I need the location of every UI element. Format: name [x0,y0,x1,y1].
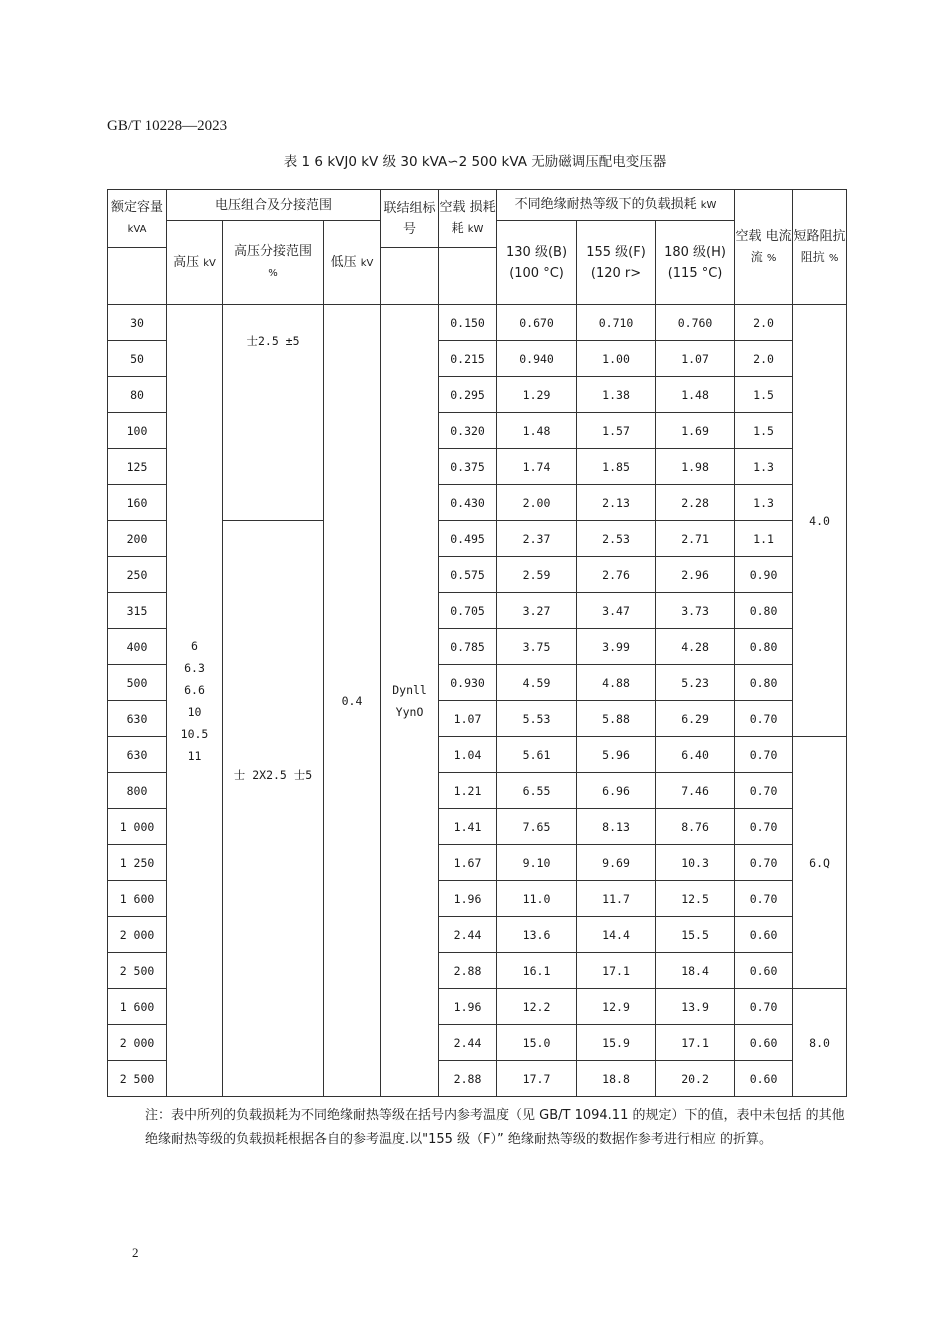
header-load-loss: 不同绝缘耐热等级下的负载损耗 kW [497,190,735,221]
cell-no-load-loss: 1.41 [439,809,497,845]
header-impedance: 短路阻抗 阻抗 % [793,190,847,305]
cell-no-load-loss: 2.44 [439,1025,497,1061]
cell-no-load-current: 2.0 [735,341,793,377]
header-class-h: 180 级(H) (115 °C) [656,221,735,305]
cell-impedance-b: 6.Q [793,737,847,989]
cell-hv-values [167,305,223,1097]
cell-load-loss-b: 5.61 [497,737,577,773]
page-number: 2 [132,1245,139,1260]
cell-capacity: 2 000 [108,917,167,953]
cell-impedance-a: 4.0 [793,305,847,737]
cell-load-loss-b: 16.1 [497,953,577,989]
hv-value: 11 [187,748,202,763]
cell-capacity: 630 [108,737,167,773]
cell-load-loss-f: 3.47 [577,593,656,629]
cell-load-loss-h: 20.2 [656,1061,735,1097]
cell-load-loss-h: 5.23 [656,665,735,701]
cell-no-load-current: 0.80 [735,665,793,701]
cell-capacity: 800 [108,773,167,809]
cell-capacity: 2 500 [108,1061,167,1097]
cell-capacity: 400 [108,629,167,665]
cell-load-loss-f: 12.9 [577,989,656,1025]
cell-capacity: 1 600 [108,989,167,1025]
cell-load-loss-f: 6.96 [577,773,656,809]
cell-capacity: 315 [108,593,167,629]
header-no-load-loss: 空载 损耗 耗 kW [439,190,497,248]
cell-no-load-current: 0.80 [735,629,793,665]
cell-no-load-loss: 1.67 [439,845,497,881]
cell-no-load-loss: 0.495 [439,521,497,557]
cell-no-load-loss: 1.21 [439,773,497,809]
cell-no-load-loss: 2.44 [439,917,497,953]
cell-capacity: 1 000 [108,809,167,845]
cell-load-loss-h: 1.69 [656,413,735,449]
cell-no-load-current: 1.5 [735,377,793,413]
cell-impedance-c: 8.0 [793,989,847,1097]
header-connection: 联结组标号 [381,190,439,248]
cell-no-load-current: 0.70 [735,845,793,881]
cell-no-load-loss: 1.96 [439,989,497,1025]
cell-no-load-loss: 1.07 [439,701,497,737]
cell-load-loss-h: 10.3 [656,845,735,881]
header-rated-capacity: 额定容量 kVA [108,190,167,248]
header-class-b: 130 级(B) (100 °C) [497,221,577,305]
cell-load-loss-b: 17.7 [497,1061,577,1097]
cell-capacity: 200 [108,521,167,557]
cell-capacity: 250 [108,557,167,593]
cell-load-loss-h: 0.760 [656,305,735,341]
cell-no-load-current: 0.60 [735,917,793,953]
cell-no-load-current: 0.70 [735,989,793,1025]
header-connection-spacer [381,248,439,305]
cell-load-loss-h: 18.4 [656,953,735,989]
connection-value: YynO [395,704,424,719]
cell-load-loss-b: 2.37 [497,521,577,557]
cell-load-loss-b: 1.74 [497,449,577,485]
cell-load-loss-h: 15.5 [656,917,735,953]
cell-load-loss-h: 4.28 [656,629,735,665]
cell-no-load-current: 1.3 [735,485,793,521]
cell-load-loss-h: 3.73 [656,593,735,629]
cell-load-loss-f: 1.38 [577,377,656,413]
cell-tap-small: 士2.5 ±5 [223,305,324,521]
cell-no-load-loss: 0.430 [439,485,497,521]
cell-load-loss-b: 3.75 [497,629,577,665]
cell-load-loss-f: 14.4 [577,917,656,953]
cell-load-loss-b: 1.48 [497,413,577,449]
hv-value: 6.3 [184,660,205,675]
cell-load-loss-b: 12.2 [497,989,577,1025]
cell-load-loss-h: 8.76 [656,809,735,845]
hv-value: 6.6 [184,682,205,697]
cell-load-loss-f: 2.13 [577,485,656,521]
cell-no-load-loss: 0.150 [439,305,497,341]
cell-no-load-loss: 0.575 [439,557,497,593]
cell-no-load-loss: 1.96 [439,881,497,917]
cell-load-loss-h: 1.48 [656,377,735,413]
cell-capacity: 2 500 [108,953,167,989]
cell-load-loss-f: 15.9 [577,1025,656,1061]
table-note: 注：表中所列的负载损耗为不同绝缘耐热等级在括号内参考温度（见 GB/T 1094.11 的规定）下的值，表中未包括 的其他绝缘耐热等级的负载损耗根据各自的参考温度.以"155 级（F）” 绝缘耐热等级的数据作参考进行相应 的折算。 [145,1108,845,1147]
transformer-spec-table [107,189,847,1097]
cell-capacity: 1 250 [108,845,167,881]
cell-no-load-current: 0.60 [735,1061,793,1097]
cell-lv-value: 0.4 [324,305,381,1097]
cell-load-loss-f: 1.57 [577,413,656,449]
cell-load-loss-b: 7.65 [497,809,577,845]
cell-no-load-current: 1.5 [735,413,793,449]
cell-no-load-current: 0.60 [735,953,793,989]
cell-load-loss-h: 7.46 [656,773,735,809]
cell-load-loss-h: 13.9 [656,989,735,1025]
cell-no-load-loss: 0.930 [439,665,497,701]
cell-no-load-current: 0.70 [735,701,793,737]
cell-load-loss-b: 0.670 [497,305,577,341]
cell-capacity: 100 [108,413,167,449]
cell-load-loss-h: 6.40 [656,737,735,773]
cell-no-load-loss: 0.320 [439,413,497,449]
cell-load-loss-b: 0.940 [497,341,577,377]
connection-value: Dynll [392,682,427,697]
header-tap-range: 高压分接范围 % [223,221,324,305]
header-voltage-group: 电压组合及分接范围 [167,190,381,221]
cell-load-loss-b: 6.55 [497,773,577,809]
cell-no-load-loss: 2.88 [439,1061,497,1097]
cell-load-loss-f: 4.88 [577,665,656,701]
header-lv: 低压 kV [324,221,381,305]
cell-capacity: 160 [108,485,167,521]
cell-load-loss-b: 5.53 [497,701,577,737]
header-loss-spacer [439,248,497,305]
cell-no-load-current: 0.70 [735,881,793,917]
cell-no-load-current: 0.70 [735,809,793,845]
cell-capacity: 2 000 [108,1025,167,1061]
cell-load-loss-b: 2.59 [497,557,577,593]
cell-load-loss-f: 18.8 [577,1061,656,1097]
cell-connection [381,305,439,1097]
cell-capacity: 50 [108,341,167,377]
cell-no-load-current: 1.3 [735,449,793,485]
cell-load-loss-f: 5.88 [577,701,656,737]
cell-load-loss-f: 1.00 [577,341,656,377]
header-class-f: 155 级(F) (120 r> [577,221,656,305]
cell-no-load-loss: 1.04 [439,737,497,773]
cell-capacity: 125 [108,449,167,485]
header-hv: 高压 kV [167,221,223,305]
cell-no-load-current: 0.80 [735,593,793,629]
cell-no-load-current: 0.70 [735,737,793,773]
cell-no-load-current: 2.0 [735,305,793,341]
cell-load-loss-b: 3.27 [497,593,577,629]
cell-no-load-loss: 0.785 [439,629,497,665]
cell-load-loss-h: 2.96 [656,557,735,593]
cell-capacity: 30 [108,305,167,341]
cell-load-loss-h: 6.29 [656,701,735,737]
cell-no-load-current: 0.90 [735,557,793,593]
cell-load-loss-f: 3.99 [577,629,656,665]
header-no-load-current: 空载 电流 流 % [735,190,793,305]
cell-load-loss-b: 11.0 [497,881,577,917]
cell-capacity: 1 600 [108,881,167,917]
cell-load-loss-f: 0.710 [577,305,656,341]
cell-load-loss-f: 8.13 [577,809,656,845]
standard-id: GB/T 10228—2023 [107,118,228,134]
cell-capacity: 80 [108,377,167,413]
cell-no-load-current: 1.1 [735,521,793,557]
cell-load-loss-h: 17.1 [656,1025,735,1061]
cell-load-loss-f: 1.85 [577,449,656,485]
cell-capacity: 500 [108,665,167,701]
cell-load-loss-h: 1.07 [656,341,735,377]
cell-tap-large: 士 2X2.5 士5 [223,521,324,1097]
cell-no-load-current: 0.60 [735,1025,793,1061]
cell-load-loss-b: 1.29 [497,377,577,413]
table-row [108,305,847,341]
cell-load-loss-b: 15.0 [497,1025,577,1061]
cell-capacity: 630 [108,701,167,737]
hv-value: 6 [191,638,198,653]
cell-no-load-loss: 0.295 [439,377,497,413]
cell-no-load-loss: 0.375 [439,449,497,485]
cell-no-load-loss: 0.215 [439,341,497,377]
cell-no-load-current: 0.70 [735,773,793,809]
table-caption: 表 1 6 kVJ0 kV 级 30 kVA∽2 500 kVA 无励磁调压配电变压器 [283,154,667,170]
cell-no-load-loss: 0.705 [439,593,497,629]
cell-load-loss-h: 2.28 [656,485,735,521]
cell-load-loss-b: 4.59 [497,665,577,701]
cell-no-load-loss: 2.88 [439,953,497,989]
cell-load-loss-b: 9.10 [497,845,577,881]
header-capacity-unit-spacer [108,248,167,305]
cell-load-loss-h: 12.5 [656,881,735,917]
cell-load-loss-f: 5.96 [577,737,656,773]
cell-load-loss-f: 17.1 [577,953,656,989]
cell-load-loss-f: 2.76 [577,557,656,593]
cell-load-loss-b: 13.6 [497,917,577,953]
cell-load-loss-f: 11.7 [577,881,656,917]
hv-value: 10.5 [180,726,209,741]
cell-load-loss-h: 1.98 [656,449,735,485]
cell-load-loss-b: 2.00 [497,485,577,521]
cell-load-loss-h: 2.71 [656,521,735,557]
cell-load-loss-f: 9.69 [577,845,656,881]
hv-value: 10 [187,704,202,719]
cell-load-loss-f: 2.53 [577,521,656,557]
